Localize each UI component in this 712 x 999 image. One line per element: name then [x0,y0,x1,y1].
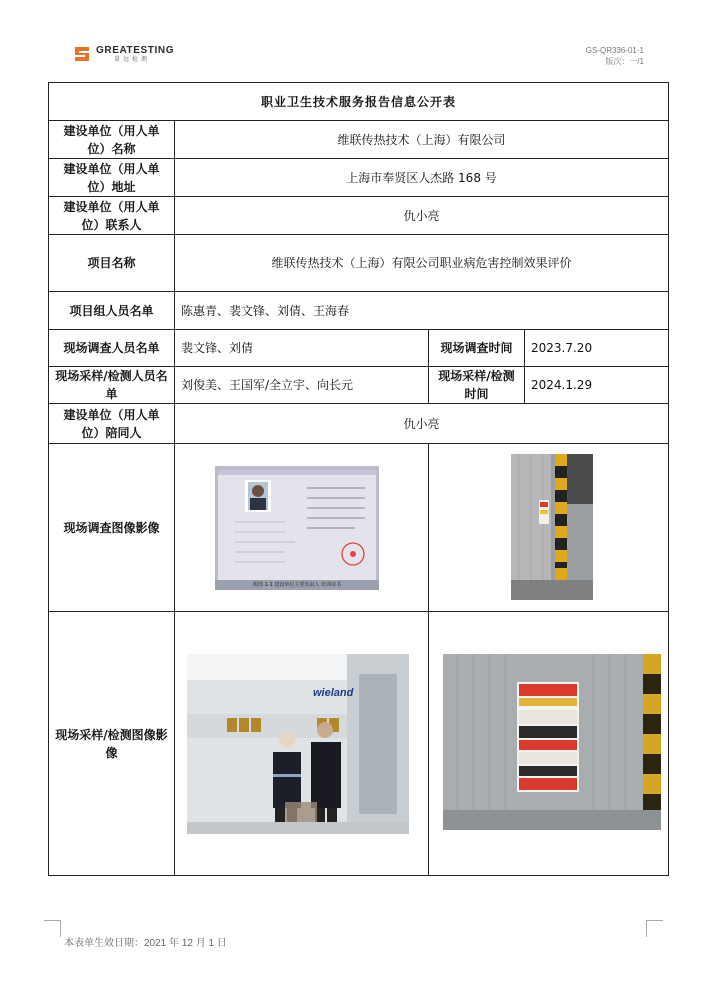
logo-name: GREATESTING [96,44,175,56]
wieland-sign: wieland [313,687,354,699]
survey-time-label: 现场调查时间 [429,330,525,367]
logo-mark-icon [72,44,92,64]
address-value: 上海市奉贤区人杰路 168 号 [175,159,669,197]
unit-name-label: 建设单位（用人单位）名称 [49,121,175,159]
info-table [48,82,669,876]
survey-images-label: 现场调查图像影像 [49,444,175,612]
project-value: 维联传热技术（上海）有限公司职业病危害控制效果评价 [175,235,669,292]
footer-effective-date: 本表单生效日期：2021 年 12 月 1 日 [64,938,227,949]
staff-lobby-photo [187,654,409,834]
corner-mark-bottom-left [44,920,61,937]
certificate-photo [215,466,379,590]
contact-label: 建设单位（用人单位）联系人 [49,197,175,235]
contact-value: 仇小亮 [175,197,669,235]
sampling-time-value: 2024.1.29 [525,367,669,404]
document-number: GS-QR336-01-1 [585,46,644,55]
warning-signs-photo [443,654,661,830]
survey-people-label: 现场调查人员名单 [49,330,175,367]
survey-photo-cell-2 [429,444,669,612]
sampling-people-label: 现场采样/检测人员名单 [49,367,175,404]
page-title: 职业卫生技术服务报告信息公开表 [49,83,669,121]
factory-column-photo [511,454,593,600]
company-logo [72,44,174,64]
team-value: 陈惠青、裴文锋、刘倩、王海春 [175,292,669,330]
survey-time-value: 2023.7.20 [525,330,669,367]
escort-value: 仇小亮 [175,404,669,444]
escort-label: 建设单位（用人单位）陪同人 [49,404,175,444]
project-label: 项目名称 [49,235,175,292]
sampling-images-label: 现场采样/检测图像影像 [49,612,175,876]
survey-photo-cell-1 [175,444,429,612]
sampling-photo-cell-2 [429,612,669,876]
document-version: 版次：一/1 [605,57,644,66]
document-number-block [586,45,644,67]
certificate-caption: 附图 1-1 建设单位主要负责人 培训证书 [253,582,341,588]
team-label: 项目组人员名单 [49,292,175,330]
sampling-people-value: 刘俊美、王国军/全立宇、向长元 [175,367,429,404]
sampling-time-label: 现场采样/检测时间 [429,367,525,404]
address-label: 建设单位（用人单位）地址 [49,159,175,197]
unit-name-value: 维联传热技术（上海）有限公司 [175,121,669,159]
survey-people-value: 裴文锋、刘倩 [175,330,429,367]
corner-mark-bottom-right [646,920,663,937]
logo-subtitle: 量远检测 [114,55,151,63]
sampling-photo-cell-1 [175,612,429,876]
